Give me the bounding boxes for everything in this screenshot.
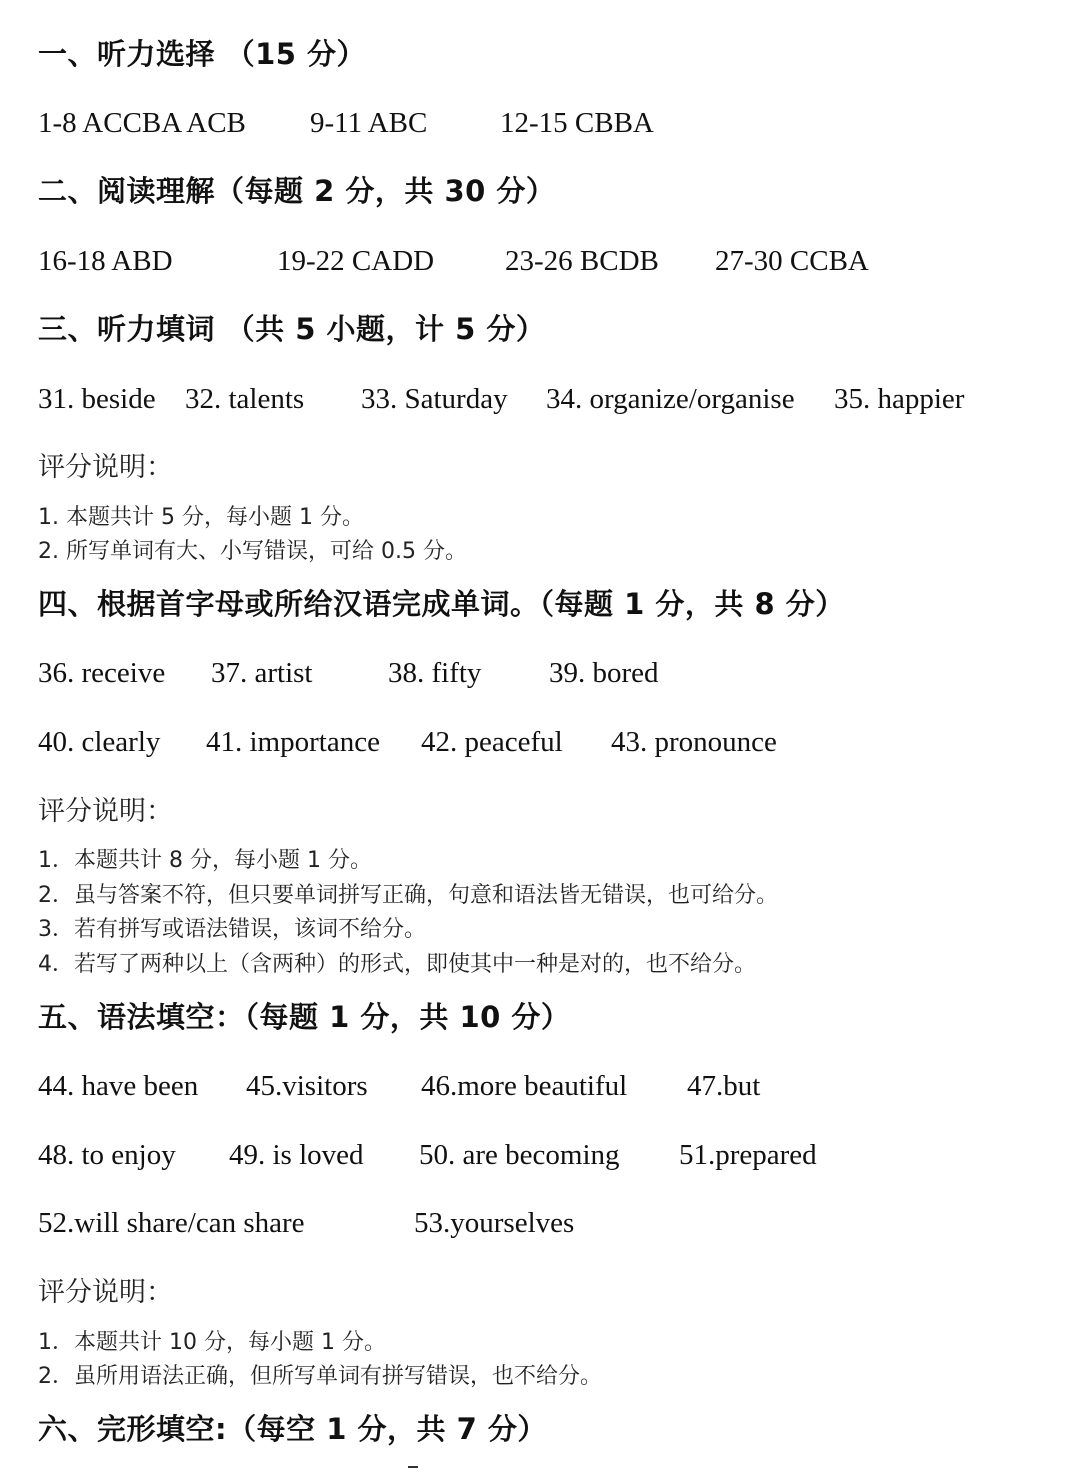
section-5-note-2: 2．虽所用语法正确，但所写单词有拼写错误，也不给分。 xyxy=(38,1364,602,1389)
section-1-title: 一、听力选择 （15 分） xyxy=(38,37,367,71)
answer-49: 49. is loved xyxy=(229,1139,364,1171)
section-4-notes-title: 评分说明： xyxy=(38,796,173,827)
section-3-title: 三、听力填词 （共 5 小题，计 5 分） xyxy=(38,312,546,346)
section-4-note-4: 4．若写了两种以上（含两种）的形式，即使其中一种是对的，也不给分。 xyxy=(38,952,756,977)
section-4-note-3: 3．若有拼写或语法错误，该词不给分。 xyxy=(38,917,426,942)
section-4-title: 四、根据首字母或所给汉语完成单词。（每题 1 分，共 8 分） xyxy=(38,587,845,621)
answer-16-18: 16-18 ABD xyxy=(38,245,173,277)
answer-31: 31. beside xyxy=(38,383,156,415)
answer-42: 42. peaceful xyxy=(421,726,563,758)
answer-52: 52.will share/can share xyxy=(38,1207,305,1239)
answer-32: 32. talents xyxy=(185,383,305,415)
answer-19-22: 19-22 CADD xyxy=(277,245,435,277)
answer-34: 34. organize/organise xyxy=(546,383,795,415)
section-4-note-2: 2．虽与答案不符，但只要单词拼写正确，句意和语法皆无错误，也可给分。 xyxy=(38,883,778,908)
section-5-notes-title: 评分说明： xyxy=(38,1277,173,1308)
answer-46: 46.more beautiful xyxy=(421,1070,628,1102)
answer-43: 43. pronounce xyxy=(611,726,777,758)
section-2-title: 二、阅读理解（每题 2 分，共 30 分） xyxy=(38,174,556,208)
answer-48: 48. to enjoy xyxy=(38,1139,176,1171)
section-6-title: 六、完形填空:（每空 1 分，共 7 分） xyxy=(38,1412,547,1446)
answer-51: 51.prepared xyxy=(679,1139,817,1171)
section-3-notes-title: 评分说明： xyxy=(38,452,173,483)
answer-36: 36. receive xyxy=(38,657,166,689)
answer-23-26: 23-26 BCDB xyxy=(505,245,659,277)
section-5-title: 五、语法填空：（每题 1 分，共 10 分） xyxy=(38,1000,571,1034)
answer-37: 37. artist xyxy=(211,657,313,689)
answer-40: 40. clearly xyxy=(38,726,161,758)
section-4-note-1: 1．本题共计 8 分，每小题 1 分。 xyxy=(38,848,372,873)
answer-50: 50. are becoming xyxy=(419,1139,620,1171)
answer-39: 39. bored xyxy=(549,657,659,689)
answer-38: 38. fifty xyxy=(388,657,482,689)
answer-12-15: 12-15 CBBA xyxy=(500,107,654,139)
answer-45: 45.visitors xyxy=(246,1070,368,1102)
answer-41: 41. importance xyxy=(206,726,380,758)
answer-27-30: 27-30 CCBA xyxy=(715,245,869,277)
answer-33: 33. Saturday xyxy=(361,383,508,415)
answer-44: 44. have been xyxy=(38,1070,199,1102)
answer-47: 47.but xyxy=(687,1070,761,1102)
section-5-note-1: 1．本题共计 10 分，每小题 1 分。 xyxy=(38,1330,386,1355)
answer-9-11: 9-11 ABC xyxy=(310,107,428,139)
answer-1-8: 1-8 ACCBA ACB xyxy=(38,107,246,139)
cut-off-text-fragment xyxy=(408,1466,418,1472)
answer-53: 53.yourselves xyxy=(414,1207,575,1239)
section-3-note-2: 2. 所写单词有大、小写错误，可给 0.5 分。 xyxy=(38,539,467,564)
section-3-note-1: 1. 本题共计 5 分，每小题 1 分。 xyxy=(38,505,364,530)
answer-35: 35. happier xyxy=(834,383,965,415)
